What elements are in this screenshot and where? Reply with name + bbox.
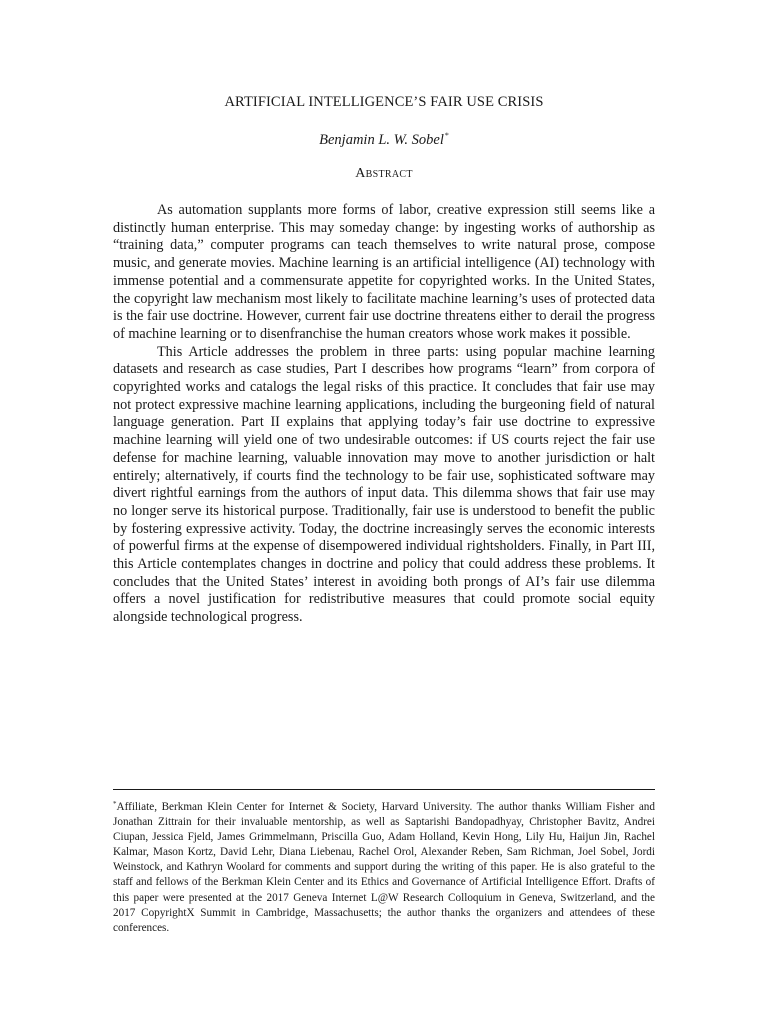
footnote-marker: * <box>113 800 117 808</box>
author-line <box>0 131 768 149</box>
abstract-paragraph-1: As automation supplants more forms of labor, creative expression still seems like a distinctly human enterprise. This may someday change: by ingesting works of authorship as “training data,” computer programs can teach themselves to write natural prose, compose music, and generate movies. Machine learning is an artificial intelligence (AI) technology with immense potential and a commensurate appetite for copyrighted works. In the United States, the copyright law mechanism most likely to facilitate machine learning’s uses of protected data is the fair use doctrine. However, current fair use doctrine threatens either to derail the progress of machine learning or to disenfranchise the human creators whose work makes it possible. <box>113 202 655 342</box>
abstract-paragraph-2: This Article addresses the problem in three parts: using popular machine learning datasets and research as case studies, Part I describes how programs “learn” from corpora of copyrighted works and catalogs the legal risks of this practice. It concludes that fair use may not protect expressive machine learning applications, including the burgeoning field of natural language generation. Part II explains that applying today’s fair use doctrine to expressive machine learning will yield one of two undesirable outcomes: if US courts reject the fair use defense for machine learning, valuable innovation may move to another jurisdiction or halt entirely; alternatively, if courts find the technology to be fair use, sophisticated software may divert rightful earnings from the authors of input data. This dilemma shows that fair use may no longer serve its historical purpose. Traditionally, fair use is understood to benefit the public by fostering expressive activity. Today, the doctrine increasingly serves the economic interests of powerful firms at the expense of disempowered individual rightsholders. Finally, in Part III, this Article contemplates changes in doctrine and policy that could address these problems. It concludes that the United States’ interest in avoiding both prongs of AI’s fair use dilemma offers a novel justification for redistributive measures that could promote social equity alongside technological progress. <box>113 343 655 626</box>
paper-title: ARTIFICIAL INTELLIGENCE’S FAIR USE CRISIS <box>224 94 544 110</box>
abstract-heading: Abstract <box>355 166 413 181</box>
footnote-divider <box>113 789 655 790</box>
abstract-body <box>113 202 655 627</box>
author-footnote-marker: * <box>444 131 449 140</box>
author-name: Benjamin L. W. Sobel <box>319 132 444 148</box>
footnote-text: Affiliate, Berkman Klein Center for Internet & Society, Harvard University. The author thanks William Fisher and Jonathan Zittrain for their invaluable mentorship, as well as Saptarishi Bandopadhyay, Christopher Bavitz, Andrei Ciupan, Jessica Fjeld, James Grimmelmann, Priscilla Guo, Adam Holland, Kevin Hong, Lily Hu, Haijun Jin, Rachel Kalmar, Mason Kortz, David Lehr, Diana Liebenau, Rachel Orol, Alexander Reben, Sam Richman, Joel Sobel, Jordi Weinstock, and Kathryn Woolard for comments and support during the writing of this paper. He is also grateful to the staff and fellows of the Berkman Klein Center and its Ethics and Governance of Artificial Intelligence Effort. Drafts of this paper were presented at the 2017 Geneva Internet L@W Research Colloquium in Geneva, Switzerland, and the 2017 CopyrightX Summit in Cambridge, Massachusetts; the author thanks the organizers and attendees of these conferences. <box>113 801 655 934</box>
footnote <box>113 797 655 936</box>
